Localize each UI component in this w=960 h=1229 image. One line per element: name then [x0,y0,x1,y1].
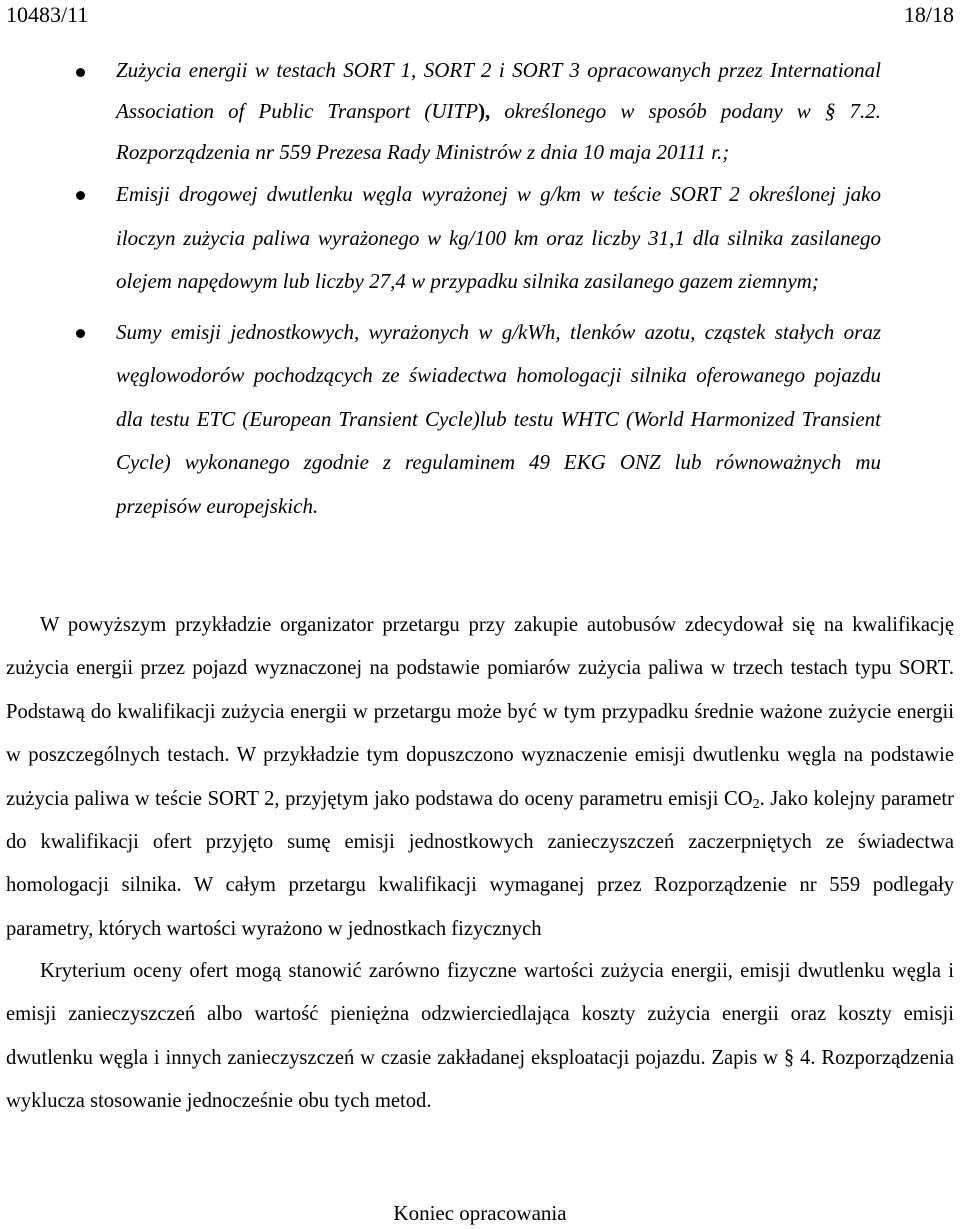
page-header [6,0,954,30]
bullet-list [0,50,960,528]
body-paragraph: W powyższym przykładzie organizator przetargu przy zakupie autobusów zdecydował się na kwalifikację zużycia energii przez pojazd wyznaczonej na podstawie pomiarów zużycia paliwa w trzech testach typu SORT. Podstawą do kwalifikacji zużycia energii w przetargu może być w tym przypadku średnie ważone zużycie energii w poszczególnych testach. W przykładzie tym dopuszczono wyznaczenie emisji dwutlenku węgla na podstawie zużycia paliwa w teście SORT 2, przyjętym jako podstawa do oceny parametru emisji $CO_2$. Jako kolejny parametr do kwalifikacji ofert przyjęto sumę emisji jednostkowych zanieczyszczeń zaczerpniętych ze świadectwa homologacji silnika. W całym przetargu kwalifikacji wymaganej przez Rozporządzenie nr 559 podlegały parametry, których wartości wyrażono w jednostkach fizycznych [6,614,954,940]
document-number: 10483/11 [6,2,89,27]
page-number: 18/18 [903,2,954,27]
bullet-text: Emisji drogowej dwutlenku węgla wyrażonej w g/km w teście SORT 2 określonej jako iloczyn zużycia paliwa wyrażonego w kg/100 km oraz liczby 31,1 dla silnika zasilanego olejem napędowym lub liczby 27,4 w przypadku silnika zasilanego gazem ziemnym; [116,182,881,293]
list-item [0,311,881,529]
bullet-icon [76,191,85,200]
footer-note: Koniec opracowania [393,1201,567,1225]
bullet-icon [76,329,85,338]
bullet-icon [76,68,85,77]
bullet-text: Zużycia energii w testach SORT 1, SORT 2 i SORT 3 opracowanych przez International Association of Public Transport (UITP), określonego w sposób podany w § 7.2. Rozporządzenia nr 559 Prezesa Rady Ministrów z dnia 10 maja 20111 r.; [116,58,882,164]
body-paragraph: Kryterium oceny ofert mogą stanowić zarówno fizyczne wartości zużycia energii, emisji dwutlenku węgla i emisji zanieczyszczeń albo wartość pieniężna odzwierciedlająca koszty zużycia energii oraz koszty emisji dwutlenku węgla i innych zanieczyszczeń w czasie zakładanej eksploatacji pojazdu. Zapis w § 4. Rozporządzenia wyklucza stosowanie jednocześnie obu tych metod. [6,960,954,1113]
subscript: 2 [752,796,760,812]
bullet-text: Sumy emisji jednostkowych, wyrażonych w g/kWh, tlenków azotu, cząstek stałych oraz węglowodorów pochodzących ze świadectwa homologacji silnika oferowanego pojazdu dla testu ETC (European Transient Cycle)lub testu WHTC (World Harmonized Transient Cycle) wykonanego zgodnie z regulaminem 49 EKG ONZ lub równoważnych mu przepisów europejskich. [116,319,881,518]
list-item [0,173,881,304]
list-item [0,50,881,173]
